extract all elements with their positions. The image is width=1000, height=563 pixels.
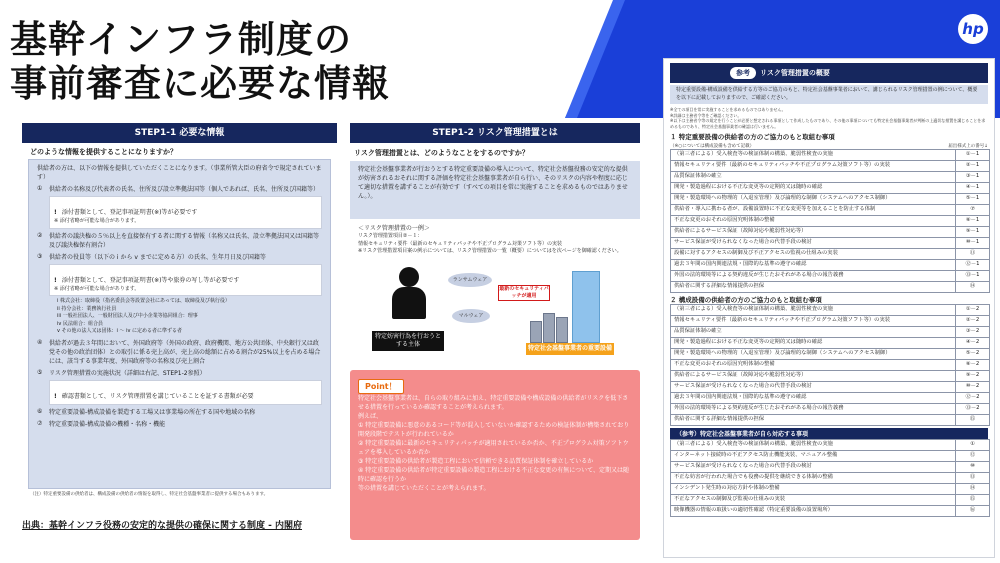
form-code: ⑬－1 [956,271,990,282]
table-row [671,393,990,404]
table-row [671,227,990,238]
measure-text: 過去３年間の国内関連法規・国際的な基準の遵守の確認 [671,260,956,271]
measure-text: サービス保証が受けられなくなった場合の代替手段の検討 [671,382,956,393]
attacker-label: 特定妨害行為を行おうとする主体 [372,331,444,351]
step1-item-text: 供給者が過去３年間において、外国政府等（外国の政府、政府機関、地方公共団体、中央銀行又は政党その他の政治団体）との取引に係る売上高が、売上高の総額に占める割合が25%以上を占める場合には、該当する事業年度、外国政府等の名称及び売上割合 [49,339,321,365]
table-row [671,327,990,338]
server-unit [543,313,555,343]
form-code: ⑬ [956,473,990,484]
table-row [671,216,990,227]
ransomware-bubble: ランサムウェア [448,273,492,287]
table-row [671,194,990,205]
table-row [671,404,990,415]
form-code: ⑤－1 [956,194,990,205]
measure-text: 外国の法的環境等による契約違反が生じたおそれがある場合の報告義務 [671,404,956,415]
form-code: ⑤－2 [956,349,990,360]
table-row [671,271,990,282]
measure-text: インターネット接続時の不正アクセス防止機能実装、マニュアル整備 [671,451,956,462]
measure-text: 供給者によるサービス保証（故障対応や脆弱性対応等） [671,227,956,238]
step2-question: リスク管理措置とは、どのようなことをするのですか？ [354,149,529,157]
measure-text: 不正なアクセスの制御及び監視の仕組みの実装 [671,495,956,506]
form-code: ⑫－1 [956,260,990,271]
measure-text: 不正な変更のおそれの原因究明体制の整備 [671,216,956,227]
form-code: ⑧－1 [956,216,990,227]
officer-role: i 株式会社：取締役（指名委員会等設置会社にあっては、取締役及び執行役） [57,298,230,304]
table-row [671,360,990,371]
table-row [671,415,990,426]
table-row [671,371,990,382]
measure-text: インシデント発生時の対応方針や体制の整備 [671,484,956,495]
warning-icon: ! [54,209,57,216]
step1-item-num: ⑥ [37,407,43,415]
measure-text: （第三者による）受入検査等の検証体制の構築、脆弱性検査の実施 [671,150,956,161]
point-box [350,370,640,540]
step2-description-box [350,161,640,219]
section3-title: （参考）特定社会基盤事業者が自ら対応する事項 [670,428,988,439]
example-sub1: リスク管理措置項目②－１： [358,233,423,239]
step1-note [49,196,322,229]
step1-note [49,264,322,297]
hp-logo: hp [958,14,988,44]
step1-item-text: 特定重要設備-構成設備を製造する工場又は事業場の所在する国や地域の名称 [49,408,256,416]
point-closing: 等の措置を講じていただくことが考えられます。 [358,484,490,492]
measure-text: 開発・製造過程における不正な変更等の定期的又は随時の確認 [671,338,956,349]
measure-text: 情報セキュリティ要件（最新のセキュリティパッチや不正プログラム対策ソフト等）の実装 [671,161,956,172]
form-code: ⑭ [956,484,990,495]
operator-label: 特定社会基盤事業者の重要設備 [526,343,614,355]
measure-text: 外国の法的環境等による契約違反が生じたおそれがある場合の報告義務 [671,271,956,282]
step1-item [37,339,322,366]
attacker-icon [392,267,426,319]
step1-item-text: 特定重要設備-構成設備の機種・名称・機能 [49,420,166,428]
step1-item-text: リスク管理措置の実施状況（詳細は右記、STEP1-2参照） [49,369,206,377]
building-icon [572,271,600,343]
step1-intro: 供給者の方は、以下の情報を提供していただくことになります。（事業所管大臣の府省令で規定されています） [37,165,322,181]
server-unit [556,317,568,343]
server-icon [530,303,570,343]
form-code: ⑩ [956,462,990,473]
table-row [671,506,990,517]
risk-diagram [350,259,640,364]
measure-text: 開発・製造環境への物理的（入退室管理）及び論理的な制御（システムへのアクセス制御） [671,194,956,205]
table-row [671,338,990,349]
form-code: ③－1 [956,172,990,183]
point-lead: 特定社会基盤事業者は、自らの取り組みに加え、特定重要設備や構成設備の供給者がリスクを低下させる措置を行っているか確認することが考えられます。 [358,394,629,411]
table-row [671,282,990,293]
measure-text: 不正な変更のおそれの原因究明体制の整備 [671,360,956,371]
step1-question: どのような情報を提供することになりますか？ [30,148,177,156]
table-row [671,462,990,473]
step2-body: 特定社会基盤事業者が行おうとする特定重要設備の導入について、特定社会基盤役務の安定的な提供が妨害されるおそれに関する評価を特定社会基盤事業者が自ら行い、そのリスクの内容や程度に応じて適切な措置を講ずることが有効です（すべての項目を常に実施することを求めるものではありません。）。 [358,166,628,200]
step1-item-num: ③ [37,252,43,260]
measure-text: 品質保証体制の確立 [671,327,956,338]
risk-overview-panel [663,58,995,558]
source-citation: 出典：基幹インフラ役務の安定的な提供の確保に関する制度 - 内閣府 [22,521,303,531]
form-code: ⑮ [956,495,990,506]
form-code: ⑫ [956,451,990,462]
step1-info-box [28,159,331,489]
risk-header [670,63,988,83]
step1-item-text: 供給者の議決権の５％以上を直接保有する者に関する情報（名称又は氏名、設立準拠法国又は国籍等及び議決権保有割合） [49,232,320,249]
step1-item [37,232,322,250]
attacker-head [399,267,419,287]
measure-text: サービス保証が受けられなくなった場合の代替手段の検討 [671,462,956,473]
step2-header: STEP1-2 リスク管理措置とは [350,123,640,143]
section1-table [670,149,990,293]
form-code: ⑭ [956,282,990,293]
table-row [671,495,990,506]
form-code: ②－2 [956,316,990,327]
risk-notes [664,106,994,130]
note-subtext: ※ 添付省略が可能な場合があります。 [54,218,140,224]
table-row [671,238,990,249]
step1-note [49,380,322,405]
section2-table [670,304,990,426]
table-row [671,484,990,495]
measure-text: 供給者・導入に携わる者が、設備設置時に不正な変更等を加えることを防止する体制 [671,205,956,216]
step1-item-num: ④ [37,338,43,346]
point-item: ② 特定重要設備に最新のセキュリティパッチが適用されているか否か、不正プログラム対策ソフトウェアを導入しているか否か [358,439,629,456]
form-code: ⑨－1 [956,227,990,238]
measure-text: 不正な妨害が行われた場合でも役務の提供を継続できる体制の整備 [671,473,956,484]
section2-heading [670,295,988,304]
point-item: ④ 特定重要設備の供給者が特定重要設備の製造工程における不正な変更の有無について、定期又は随時に確認を行うか [358,466,630,483]
measure-text: 映像機器の情報の取扱いの適切性確認（特定重要設備の設置場所） [671,506,956,517]
form-code: ④－1 [956,183,990,194]
section1-heading [670,132,988,141]
step1-item [37,253,322,262]
form-code: ⑫－2 [956,393,990,404]
step1-footnote: （注）特定重要設備の供給者は、構成設備の供給者の情報を取得し、特定社会基盤事業者に提供する場合もあります。 [30,492,269,497]
server-unit [530,321,542,343]
table-row [671,150,990,161]
point-item: ① 特定重要設備に悪意のあるコード等が混入していないか確認するための検証体制が構築されており開発段階でテストが行われているか [358,421,630,438]
measure-text: （第三者による）受入検査等の検証体制の構築、脆弱性検査の実施 [671,440,956,451]
example-note: ※リスク管理措置項目案の例示については、リスク管理措置の一覧（概要）についてはを次ページを御確認ください。 [358,248,622,254]
form-code: ⑦ [956,205,990,216]
measure-text: 供給者に関する詳細な情報提供の担保 [671,415,956,426]
officer-role: iii 一般社団法人、一般財団法人及び中小企業等協同組合：理事 [57,313,198,319]
officer-role: v その他の法人又は団体：i ～ iv に定める者に準ずる者 [57,328,183,334]
step1-item-text: 供給者の名称及び代表者の氏名、住所及び設立準拠法国等（個人であれば、氏名、住所及び国籍等） [49,186,320,193]
step1-header: STEP1-1 必要な情報 [22,123,337,143]
table-row [671,260,990,271]
section1-title: １ 特定重要設備の供給者の方のご協力のもと取組む事項 [670,133,835,141]
measure-text: 供給者によるサービス保証（故障対応や脆弱性対応等） [671,371,956,382]
risk-note: ※詳細は主務省令等をご確認ください。 [670,112,742,118]
officer-roles-list [57,298,322,336]
point-example: 例えば、 [358,412,383,420]
warning-icon: ! [54,392,57,400]
step1-item-text: 供給者の役員等（以下の i から v までに定める方）の氏名、生年月日及び国籍等 [49,253,266,261]
example-sub2: 情報セキュリティ要件（最新のセキュリティパッチや不正プログラム対策ソフト等）の実装 [358,240,562,247]
form-number-note: 届出様式上の番号↓ [948,144,988,149]
step1-item-num: ② [37,231,43,239]
form-code: ⑬－2 [956,404,990,415]
note-text: 添付書類として、登記事項証明書(※)等や旅券の写し等が必要です [61,276,240,284]
patch-label: 最新のセキュリティパッチが適用 [499,285,549,299]
measure-text: 情報セキュリティ要件（最新のセキュリティパッチや不正プログラム対策ソフト等）の実装 [671,316,956,327]
table-row [671,382,990,393]
officer-role: ii 持分会社：業務執行社員 [57,305,117,312]
section1-sub: （※○については構成設備も含めて記載） [670,144,755,149]
table-row [671,172,990,183]
form-code: ①－1 [956,150,990,161]
form-code: ①－2 [956,305,990,316]
form-code: ⑧－2 [956,360,990,371]
page-title-line2: 事前審査に必要な情報 [10,62,390,105]
reference-badge: 参考 [730,67,756,79]
step1-item-num: ⑦ [37,419,43,427]
risk-note: ※以下は主務省令等の規定を行うことが必要と想定される事項として作成したものであり、その他の事項についても特定社会基盤事業者が判断の上適切な措置を講じることを求めるものであり、特定社会基盤事業者の確認は行いません。 [670,118,986,129]
risk-title: リスク管理措置の概要 [760,69,830,77]
table-row [671,316,990,327]
form-code: ③－2 [956,327,990,338]
form-code: ⑩－2 [956,382,990,393]
table-row [671,183,990,194]
step2-example [350,224,640,256]
table-row [671,161,990,172]
measure-text: 開発・製造過程における不正な変更等の定期的又は随時の確認 [671,183,956,194]
form-code: ②－1 [956,161,990,172]
step1-panel [22,123,337,508]
point-item: ③ 特定重要設備の供給者が製造工程において信頼できる品質保証体制を確立しているか [358,457,594,465]
form-code: ① [956,440,990,451]
page-title [10,18,390,106]
step1-item [37,185,322,194]
page-title-line1: 基幹インフラ制度の [10,18,352,61]
note-text: 確認書類として、リスク管理措置を講じていることを証する書類が必要 [61,392,254,400]
attacker-body [392,287,426,319]
table-row [671,451,990,462]
table-row [671,349,990,360]
measure-text: 過去３年間の国内関連法規・国際的な基準の遵守の確認 [671,393,956,404]
risk-intro: 特定重要設備-構成設備を供給する方等のご協力のもと、特定社会基盤事業者において、講じられるリスク管理措置の例について、概要を以下に記載しておりますので、ご確認ください。 [670,85,988,104]
note-subtext: ※ 添付省略が可能な場合があります。 [54,285,140,292]
section3-table [670,439,990,517]
form-code: ⑩－1 [956,238,990,249]
point-title: Point！ [358,379,404,394]
form-code: ⑨－2 [956,371,990,382]
risk-note: ※全ての項目を常に実施することを求めるものではありません。 [670,107,786,112]
table-row [671,440,990,451]
form-code: ④－2 [956,338,990,349]
warning-icon: ! [54,276,57,284]
table-row [671,305,990,316]
step1-item-num: ⑤ [37,368,43,376]
measure-text: サービス保証が受けられなくなった場合の代替手段の検討 [671,238,956,249]
form-code: ⑯ [956,506,990,517]
table-row [671,249,990,260]
step1-item [37,369,322,378]
step2-panel [350,123,640,553]
table-row [671,473,990,484]
form-code: ⑪ [956,249,990,260]
note-text: 添付書類として、登記事項証明書(※)等が必要です [61,209,198,216]
malware-bubble: マルウェア [452,309,490,323]
step1-item [37,420,322,429]
measure-text: 供給者に関する詳細な情報提供の担保 [671,282,956,293]
measure-text: （第三者による）受入検査等の検証体制の構築、脆弱性検査の実施 [671,305,956,316]
step1-item [37,408,322,417]
measure-text: 品質保証体制の確立 [671,172,956,183]
example-label: ＜リスク管理措置の一例＞ [358,225,430,232]
step1-item-num: ① [37,185,43,192]
section2-title: ２ 構成設備の供給者の方のご協力のもと取組む事項 [670,296,822,304]
form-code: ⑮ [956,415,990,426]
measure-text: 設備に対するアクセスの制御及び不正アクセスの監視の仕組みの実装 [671,249,956,260]
measure-text: 開発・製造環境への物理的（入退室管理）及び論理的な制御（システムへのアクセス制御） [671,349,956,360]
officer-role: iv 民法組合：組合員 [57,320,103,327]
table-row [671,205,990,216]
